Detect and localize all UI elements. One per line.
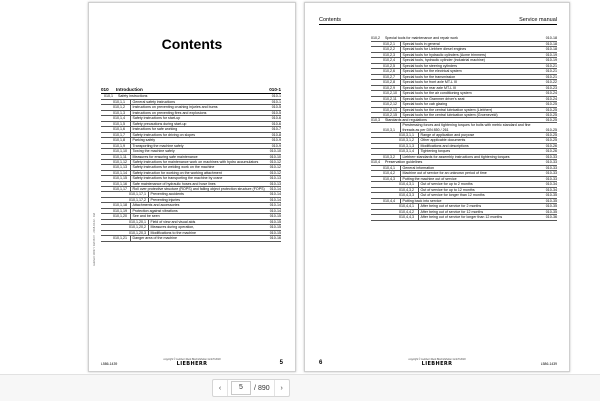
entry-page: 010-25 — [545, 112, 557, 117]
entry-title: Out of service for up to 12 months — [418, 188, 541, 193]
entry-title: Safety instructions for maintenance work on machines with hydro accumulators — [130, 160, 265, 164]
toc-list — [371, 36, 557, 221]
entry-page: 010-33 — [545, 154, 557, 159]
entry-title: Parking safely — [130, 138, 265, 143]
entry-page: 010-21 — [545, 74, 557, 79]
page-separator: / — [254, 384, 256, 392]
entry-page: 010-8 — [271, 132, 281, 137]
entry-page: 010-18 — [545, 41, 557, 46]
entry-page: 010-15 — [269, 214, 281, 219]
entry-page: 010-5 — [271, 105, 281, 109]
entry-number: 010,2 — [371, 36, 380, 40]
entry-page: 010-9 — [271, 138, 281, 142]
entry-page: 010-12 — [269, 165, 281, 170]
entry-page: 010-12 — [269, 170, 281, 175]
entry-page: 010-13 — [269, 176, 281, 181]
entry-title: Safety instructions for welding work on the machine — [130, 165, 265, 170]
entry-number: 010,1,10 — [113, 149, 127, 153]
entry-number: 010,1,21 — [113, 236, 127, 241]
entry-number: 010,1,17,1 — [129, 192, 146, 197]
entry-number: 010,3,1 — [383, 127, 395, 132]
footer-model: L586-1439 — [101, 362, 118, 366]
entry-page: 010-36 — [545, 215, 557, 220]
entry-page: 010-1 — [271, 94, 281, 98]
entry-page: 010-33 — [545, 176, 557, 181]
entry-number: 010,2,2 — [383, 47, 395, 51]
entry-title: Other applicable documents — [418, 138, 541, 143]
entry-number: 010,2,8 — [383, 80, 395, 84]
entry-page: 010-33 — [545, 171, 557, 176]
entry-number: 010,1,1 — [113, 99, 125, 104]
liebherr-logo: LIEBHERR — [176, 361, 208, 367]
entry-number: 010,4,3,2 — [399, 187, 414, 192]
toc-entry[interactable] — [101, 236, 281, 242]
entry-number: 010,2,15 — [383, 112, 397, 117]
toc-entry[interactable] — [371, 123, 557, 132]
entry-page: 010-7 — [271, 127, 281, 131]
page-number-input[interactable]: 5 — [231, 381, 251, 395]
entry-number: 010,2,9 — [383, 85, 395, 90]
entry-title: Roll over protective structure (ROPS) and falling object protection structure (FOPS) — [130, 187, 265, 191]
entry-page: 010-15 — [269, 219, 281, 224]
copyright-note: copyright © Liebherr-Werk Bischofshofen GmbH 2018 — [163, 358, 221, 361]
entry-number: 010,4,2 — [383, 171, 395, 176]
entry-number: 010,1,16 — [113, 181, 127, 186]
entry-title: Safe maintenance of hydraulic hoses and hose lines — [130, 182, 265, 187]
footer-model: L586-1439 — [540, 362, 557, 366]
entry-page: 010-18 — [545, 47, 557, 51]
entry-page: 010-33 — [545, 165, 557, 170]
entry-title: See and be seen — [130, 214, 265, 219]
entry-page: 010-21 — [545, 63, 557, 68]
entry-title: Safety instructions for driving on slopes — [130, 133, 265, 138]
entry-number: 010,3,1,1 — [399, 132, 414, 137]
entry-number: 010,4,4,1 — [399, 204, 414, 209]
entry-title: Special tools for steering cylinders — [400, 64, 541, 69]
copyright-note: copyright © Liebherr-Werk Bischofshofen GmbH 2018 — [408, 358, 466, 361]
entry-number: 010,1,3 — [113, 110, 125, 115]
pager — [212, 379, 290, 397]
entry-title: Range of application and purpose — [418, 133, 541, 138]
page-right — [304, 2, 570, 372]
entry-title: Standards and regulations — [385, 117, 427, 122]
entry-title: Special tools for cab glazing — [400, 102, 541, 107]
side-reference-text: Liebherr 10097 / Ref 08.07 · 2018-04-02 · Ref — [93, 213, 96, 266]
entry-page: 010-9 — [271, 143, 281, 148]
entry-title: Machine out of service for an unknown period of time — [400, 171, 541, 176]
entry-title: Putting the machine out of service — [400, 177, 541, 182]
entry-title: Prestressing forces and tightening torques for bolts with metric standard and fine threads as per DIN 850 / 261 — [400, 123, 541, 131]
entry-number: 010,1,5 — [113, 121, 125, 126]
entry-number: 010,4,4,2 — [399, 209, 414, 214]
entry-page: 010-15 — [269, 230, 281, 235]
entry-number: 010,2,4 — [383, 58, 395, 62]
entry-number: 010,2,13 — [383, 107, 397, 112]
entry-number: 010,2,12 — [383, 102, 397, 106]
toc-list — [101, 87, 281, 242]
entry-page: 010-10 — [269, 154, 281, 159]
entry-title: Preservation guidelines — [385, 160, 423, 165]
entry-number: 010,4,3,1 — [399, 182, 414, 187]
entry-page: 010-18 — [545, 36, 557, 40]
next-page-button[interactable] — [274, 380, 289, 396]
entry-page: 010-6 — [271, 121, 281, 126]
entry-page: 010-24 — [545, 96, 557, 101]
entry-number: 010,1,13 — [113, 165, 127, 170]
entry-title: Measures during operation, — [148, 225, 265, 230]
entry-title: Special tools for maintenance and repair work — [385, 36, 458, 40]
entry-number: 010,4,4,3 — [399, 215, 414, 220]
entry-title: Preventing accidents — [148, 192, 265, 197]
entry-number: 010,2,5 — [383, 63, 395, 68]
entry-number: 010,3,1,4 — [399, 149, 414, 154]
entry-title: Modifications to the machine — [148, 231, 265, 236]
entry-number: 010,2,7 — [383, 74, 395, 79]
entry-title: Special tools for rear axle MT-L III — [400, 86, 541, 91]
entry-page: 010-35 — [545, 204, 557, 209]
entry-page: 010-23 — [545, 85, 557, 90]
entry-title: Safety instructions for start-up — [130, 116, 265, 121]
entry-number: 010,2,1 — [383, 41, 395, 46]
entry-title: Instructions on preventing fires and explosions — [130, 111, 265, 116]
entry-number: 010,2,3 — [383, 52, 395, 57]
entry-number: 010,1,15 — [113, 176, 127, 181]
entry-title: After being out of service for 2 months — [418, 204, 541, 209]
entry-page: 010-15 — [269, 225, 281, 230]
entry-page: 010-12 — [269, 160, 281, 164]
entry-number: 010,4,4 — [383, 198, 395, 203]
entry-page: 010-1 — [271, 99, 281, 104]
entry-number: 010,4,3,3 — [399, 193, 414, 198]
entry-title: Safety instructions — [118, 94, 148, 98]
entry-number: 010,1,17 — [113, 187, 127, 192]
entry-number: 010,1,20 — [113, 214, 127, 219]
entry-number: 010,1,14 — [113, 170, 127, 175]
entry-page: 010-14 — [269, 192, 281, 197]
section-page: 010-1 — [269, 87, 281, 92]
entry-page: 010-35 — [545, 209, 557, 214]
entry-page: 010-35 — [545, 193, 557, 198]
entry-title: Special tools for Liebherr diesel engines — [400, 47, 541, 52]
entry-title: Special tools for the central lubrication system (Liebherr) — [400, 108, 541, 112]
page-left — [88, 2, 296, 372]
total-pages: 890 — [257, 384, 270, 392]
entry-title: Instructions for safe working — [130, 127, 265, 132]
entry-number: 010,4,1 — [383, 165, 395, 170]
entry-page: 010-25 — [545, 102, 557, 106]
entry-title: Instructions on preventing crushing injuries and burns — [130, 105, 265, 110]
header-left: Contents — [319, 17, 342, 23]
entry-number: 010,1,20,1 — [129, 219, 146, 224]
entry-number: 010,3,1,3 — [399, 143, 414, 148]
entry-number: 010,1,12 — [113, 160, 127, 164]
entry-number: 010,1,9 — [113, 143, 125, 148]
entry-page: 010-26 — [545, 143, 557, 148]
entry-title: Towing the machine safely — [130, 149, 265, 154]
entry-number: 010,1,4 — [113, 116, 125, 120]
page-number: 6 — [319, 360, 323, 366]
entry-title: Transporting the machine safely — [130, 144, 265, 149]
entry-title: Special tools for Grammer driver's seat — [400, 97, 541, 102]
entry-page: 010-14 — [269, 187, 281, 192]
entry-title: Special tools for the air conditioning system — [400, 91, 541, 96]
entry-number: 010,4 — [371, 160, 380, 165]
entry-page: 010-14 — [269, 208, 281, 213]
entry-title: Special tools for front axle MT-L III — [400, 80, 541, 85]
entry-title: Special tools for hydraulic cylinders (Acme trimmers) — [400, 53, 541, 58]
entry-page: 010-6 — [271, 116, 281, 120]
chevron-left-icon: ‹ — [218, 384, 222, 392]
entry-title: Liebherr standards for assembly instructions and tightening torques — [400, 155, 541, 159]
entry-title: Field of view and visual aids — [148, 220, 265, 225]
entry-title: Tightening torques — [418, 149, 541, 154]
entry-title: General information — [400, 166, 541, 171]
entry-page: 010-35 — [545, 198, 557, 203]
entry-page: 010-24 — [545, 91, 557, 95]
entry-page: 010-25 — [545, 107, 557, 112]
entry-page: 010-25 — [545, 127, 557, 132]
header-divider — [319, 24, 557, 25]
pager-toolbar — [0, 374, 600, 401]
entry-title: Attachments and accessories — [130, 203, 265, 208]
toc-entry[interactable] — [371, 215, 557, 221]
entry-page: 010-16 — [269, 236, 281, 241]
entry-number: 010,1,20,2 — [129, 225, 146, 230]
entry-page: 010-25 — [545, 138, 557, 143]
page-number: 5 — [279, 360, 283, 366]
entry-title: Safety instruction for working on the working attachment — [130, 171, 265, 176]
entry-page: 010-34 — [545, 182, 557, 187]
entry-page: 010-26 — [545, 149, 557, 154]
entry-number: 010,3,2 — [383, 154, 395, 159]
entry-number: 010,1,2 — [113, 105, 125, 109]
entry-number: 010,2,10 — [383, 91, 397, 95]
entry-number: 010,1 — [104, 94, 113, 98]
section-number: 010 — [101, 87, 109, 92]
entry-number: 010,1,18 — [113, 203, 127, 208]
entry-page: 010-14 — [269, 203, 281, 208]
entry-title: General safety instructions — [130, 100, 265, 105]
entry-page: 010-22 — [545, 80, 557, 84]
entry-number: 010,3,1,2 — [399, 138, 414, 143]
entry-title: Modifications and descriptions — [418, 144, 541, 149]
entry-number: 010,1,8 — [113, 138, 125, 142]
page-title: Contents — [161, 36, 223, 52]
entry-title: Safety instructions for transporting the machine by crane — [130, 176, 265, 181]
entry-number: 010,1,17,2 — [129, 197, 146, 202]
entry-page: 010-19 — [545, 52, 557, 57]
entry-page: 010-14 — [269, 197, 281, 202]
entry-number: 010,1,20,3 — [129, 230, 146, 235]
entry-number: 010,2,6 — [383, 69, 395, 73]
toc-section-row[interactable] — [101, 87, 281, 94]
entry-number: 010,3 — [371, 117, 380, 122]
header-right: Service manual — [519, 17, 557, 23]
entry-title: After being out of service for 12 months — [418, 210, 541, 215]
entry-page: 010-25 — [545, 132, 557, 137]
entry-number: 010,1,11 — [113, 154, 127, 159]
entry-title: Out of service for up to 2 months — [418, 182, 541, 187]
entry-title: Danger area of the machine — [130, 236, 265, 241]
section-title: Introduction — [116, 87, 143, 92]
entry-title: Measures for ensuring safe maintenance — [130, 155, 265, 160]
entry-page: 010-13 — [269, 181, 281, 186]
entry-title: Special tools in general — [400, 42, 541, 47]
entry-title: Protection against vibrations — [130, 209, 265, 214]
entry-page: 010-25 — [545, 117, 557, 122]
liebherr-logo: LIEBHERR — [421, 361, 453, 367]
entry-title: Putting back into service — [400, 199, 541, 204]
entry-number: 010,1,19 — [113, 208, 127, 213]
entry-number: 010,2,11 — [383, 96, 397, 101]
entry-page: 010-19 — [545, 58, 557, 62]
entry-title: Preventing injuries — [148, 198, 265, 203]
entry-title: Special tools for the electrical system — [400, 69, 541, 74]
entry-page: 010-34 — [545, 187, 557, 192]
entry-number: 010,1,7 — [113, 132, 125, 137]
entry-number: 010,1,6 — [113, 127, 125, 131]
entry-title: After being out of service for longer than 12 months — [418, 215, 541, 220]
entry-number: 010,4,3 — [383, 176, 395, 181]
previous-page-button[interactable] — [213, 380, 228, 396]
entry-title: Special tools for the central lubrication system (Groeneveld) — [400, 113, 541, 117]
entry-page: 010-10 — [269, 149, 281, 153]
entry-title: Special tools, hydraulic cylinder (industrial machine) — [400, 58, 541, 63]
entry-title: Special tools for the transmission — [400, 75, 541, 80]
chevron-right-icon: › — [280, 384, 283, 392]
entry-page: 010-21 — [545, 69, 557, 73]
entry-title: Out of service for longer than 12 months — [418, 193, 541, 198]
entry-title: Safety precautions during start-up — [130, 122, 265, 127]
entry-page: 010-5 — [271, 110, 281, 115]
entry-page: 010-33 — [545, 160, 557, 165]
